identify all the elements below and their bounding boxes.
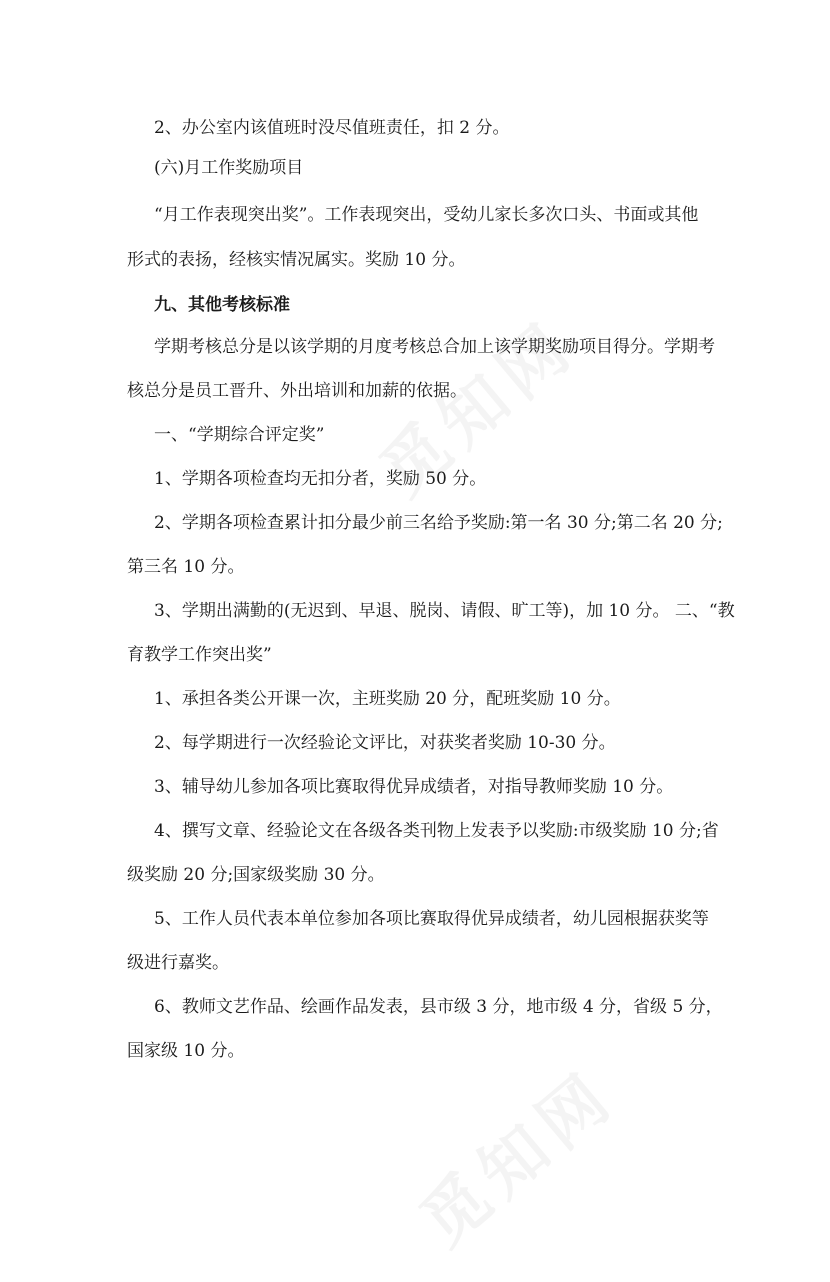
paragraph-line: 学期考核总分是以该学期的月度考核总合加上该学期奖励项目得分。学期考 — [154, 337, 715, 357]
list-item: 3、学期出满勤的(无迟到、早退、脱岗、请假、旷工等)，加 10 分。 二、“教 — [154, 601, 735, 621]
section-heading: 九、其他考核标准 — [154, 295, 290, 315]
section-heading: (六)月工作奖励项目 — [154, 158, 304, 178]
subsection-heading: 一、“学期综合评定奖” — [154, 425, 325, 445]
paragraph-line: 形式的表扬，经核实情况属实。奖励 10 分。 — [127, 250, 466, 270]
list-item: 4、撰写文章、经验论文在各级各类刊物上发表予以奖励:市级奖励 10 分;省 — [154, 821, 719, 841]
list-item-continuation: 育教学工作突出奖” — [127, 645, 272, 665]
list-item-continuation: 级进行嘉奖。 — [127, 953, 229, 973]
list-item: 5、工作人员代表本单位参加各项比赛取得优异成绩者，幼儿园根据获奖等 — [154, 909, 709, 929]
list-item-continuation: 级奖励 20 分;国家级奖励 30 分。 — [127, 865, 385, 885]
list-item: 3、辅导幼儿参加各项比赛取得优异成绩者，对指导教师奖励 10 分。 — [154, 777, 674, 797]
list-item-continuation: 国家级 10 分。 — [127, 1041, 245, 1061]
paragraph-line: “月工作表现突出奖”。工作表现突出，受幼儿家长多次口头、书面或其他 — [154, 205, 699, 225]
list-item: 6、教师文艺作品、绘画作品发表，县市级 3 分，地市级 4 分，省级 5 分， — [154, 997, 723, 1017]
list-item: 2、学期各项检查累计扣分最少前三名给予奖励:第一名 30 分;第二名 20 分; — [154, 513, 723, 533]
list-item: 1、承担各类公开课一次，主班奖励 20 分，配班奖励 10 分。 — [154, 689, 621, 709]
list-item: 1、学期各项检查均无扣分者，奖励 50 分。 — [154, 469, 487, 489]
paragraph-line: 2、办公室内该值班时没尽值班责任，扣 2 分。 — [154, 118, 510, 138]
list-item: 2、每学期进行一次经验论文评比，对获奖者奖励 10-30 分。 — [154, 733, 616, 753]
list-item-continuation: 第三名 10 分。 — [127, 557, 245, 577]
paragraph-line: 核总分是员工晋升、外出培训和加薪的依据。 — [127, 381, 467, 401]
